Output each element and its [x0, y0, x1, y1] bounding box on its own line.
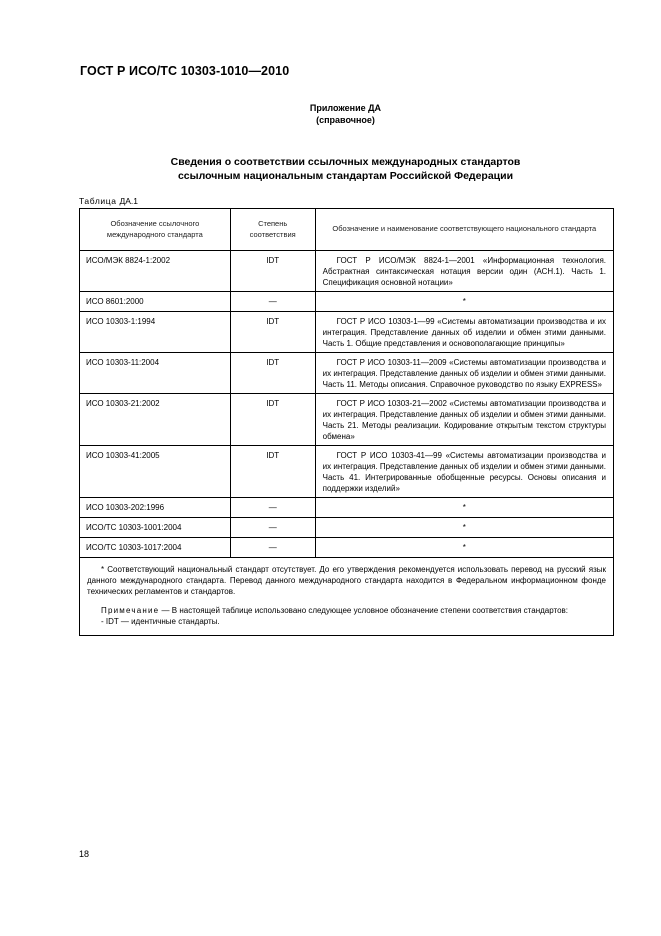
note: [87, 605, 606, 616]
table-row: [80, 251, 614, 292]
cell-national: *: [315, 292, 613, 312]
cell-international: ИСО 8601:2000: [80, 292, 231, 312]
table-caption-number: ДА.1: [119, 196, 139, 206]
table-row: [80, 394, 614, 446]
cell-degree: IDT: [230, 251, 315, 292]
cell-degree: IDT: [230, 312, 315, 353]
cell-degree: —: [230, 518, 315, 538]
note-label: Примечание: [101, 606, 160, 615]
appendix-heading: [0, 102, 661, 126]
header-national-standard: Обозначение и наименование соответствующего национального стандарта: [315, 209, 613, 251]
table-notes-row: [80, 558, 614, 636]
cell-international: ИСО 10303-1:1994: [80, 312, 231, 353]
table-row: [80, 498, 614, 518]
cell-international: ИСО/МЭК 8824-1:2002: [80, 251, 231, 292]
header-international-standard: Обозначение ссылочного международного стандарта: [80, 209, 231, 251]
section-heading-line-2: ссылочным национальным стандартам Российской Федерации: [177, 170, 514, 182]
table-row: [80, 518, 614, 538]
cell-degree: IDT: [230, 394, 315, 446]
cell-degree: —: [230, 292, 315, 312]
cell-international: ИСО/ТС 10303-1001:2004: [80, 518, 231, 538]
table-row: [80, 353, 614, 394]
cell-national: ГОСТ Р ИСО 10303-11—2009 «Системы автоматизации производства и их интеграция. Представление данных об изделии и обмен этими данными. Часть 11. Методы описания. Справочное руководство по языку EXPRESS»: [315, 353, 613, 394]
appendix-subtitle: (справочное): [316, 115, 375, 125]
cell-degree: IDT: [230, 446, 315, 498]
document-code: ГОСТ Р ИСО/ТС 10303-1010—2010: [80, 64, 290, 78]
cell-national: ГОСТ Р ИСО 10303-21—2002 «Системы автоматизации производства и их интеграция. Представление данных об изделии и обмен этими данными. Часть 21. Методы реализации. Кодирование открытым текстом структуры обмена»: [315, 394, 613, 446]
cell-national: ГОСТ Р ИСО/МЭК 8824-1—2001 «Информационная технология. Абстрактная синтаксическая нотация версии один (АСН.1). Часть 1. Спецификация основной нотации»: [315, 251, 613, 292]
cell-degree: —: [230, 498, 315, 518]
cell-international: ИСО/ТС 10303-1017:2004: [80, 538, 231, 558]
cell-international: ИСО 10303-41:2005: [80, 446, 231, 498]
header-degree: Степень соответствия: [230, 209, 315, 251]
cell-national: *: [315, 538, 613, 558]
cell-international: ИСО 10303-11:2004: [80, 353, 231, 394]
table-caption: [79, 196, 138, 206]
table-header-row: [80, 209, 614, 251]
table-row: [80, 312, 614, 353]
cell-international: ИСО 10303-21:2002: [80, 394, 231, 446]
cell-degree: —: [230, 538, 315, 558]
footnote: * Соответствующий национальный стандарт отсутствует. До его утверждения рекомендуется использовать перевод на русский язык данного международного стандарта. Перевод данного международного стандарта находится в Федеральном информационном фонде технических регламентов и стандартов.: [87, 565, 606, 596]
note-item: - IDT — идентичные стандарты.: [101, 617, 220, 626]
cell-national: ГОСТ Р ИСО 10303-1—99 «Системы автоматизации производства и их интеграция. Представление данных об изделии и обмен этими данными. Часть 1. Общие представления и основополагающие принципы»: [315, 312, 613, 353]
table-row: [80, 538, 614, 558]
note-text: — В настоящей таблице использовано следующее условное обозначение степени соответствия стандартов:: [161, 606, 568, 615]
cell-national: *: [315, 518, 613, 538]
cell-national: *: [315, 498, 613, 518]
page-number: 18: [79, 849, 90, 859]
table-caption-word: Таблица: [79, 196, 117, 206]
table-row: [80, 292, 614, 312]
table-notes: [80, 558, 614, 636]
section-heading: [60, 155, 631, 183]
appendix-title: Приложение ДА: [309, 103, 382, 113]
cell-international: ИСО 10303-202:1996: [80, 498, 231, 518]
correspondence-table: [79, 208, 614, 636]
cell-degree: IDT: [230, 353, 315, 394]
section-heading-line-1: Сведения о соответствии ссылочных международных стандартов: [170, 156, 521, 168]
cell-national: ГОСТ Р ИСО 10303-41—99 «Системы автоматизации производства и их интеграция. Представление данных об изделии и обмен этими данными. Часть 41. Интегрированные обобщенные ресурсы. Основы описания и поддержки изделий»: [315, 446, 613, 498]
table-row: [80, 446, 614, 498]
